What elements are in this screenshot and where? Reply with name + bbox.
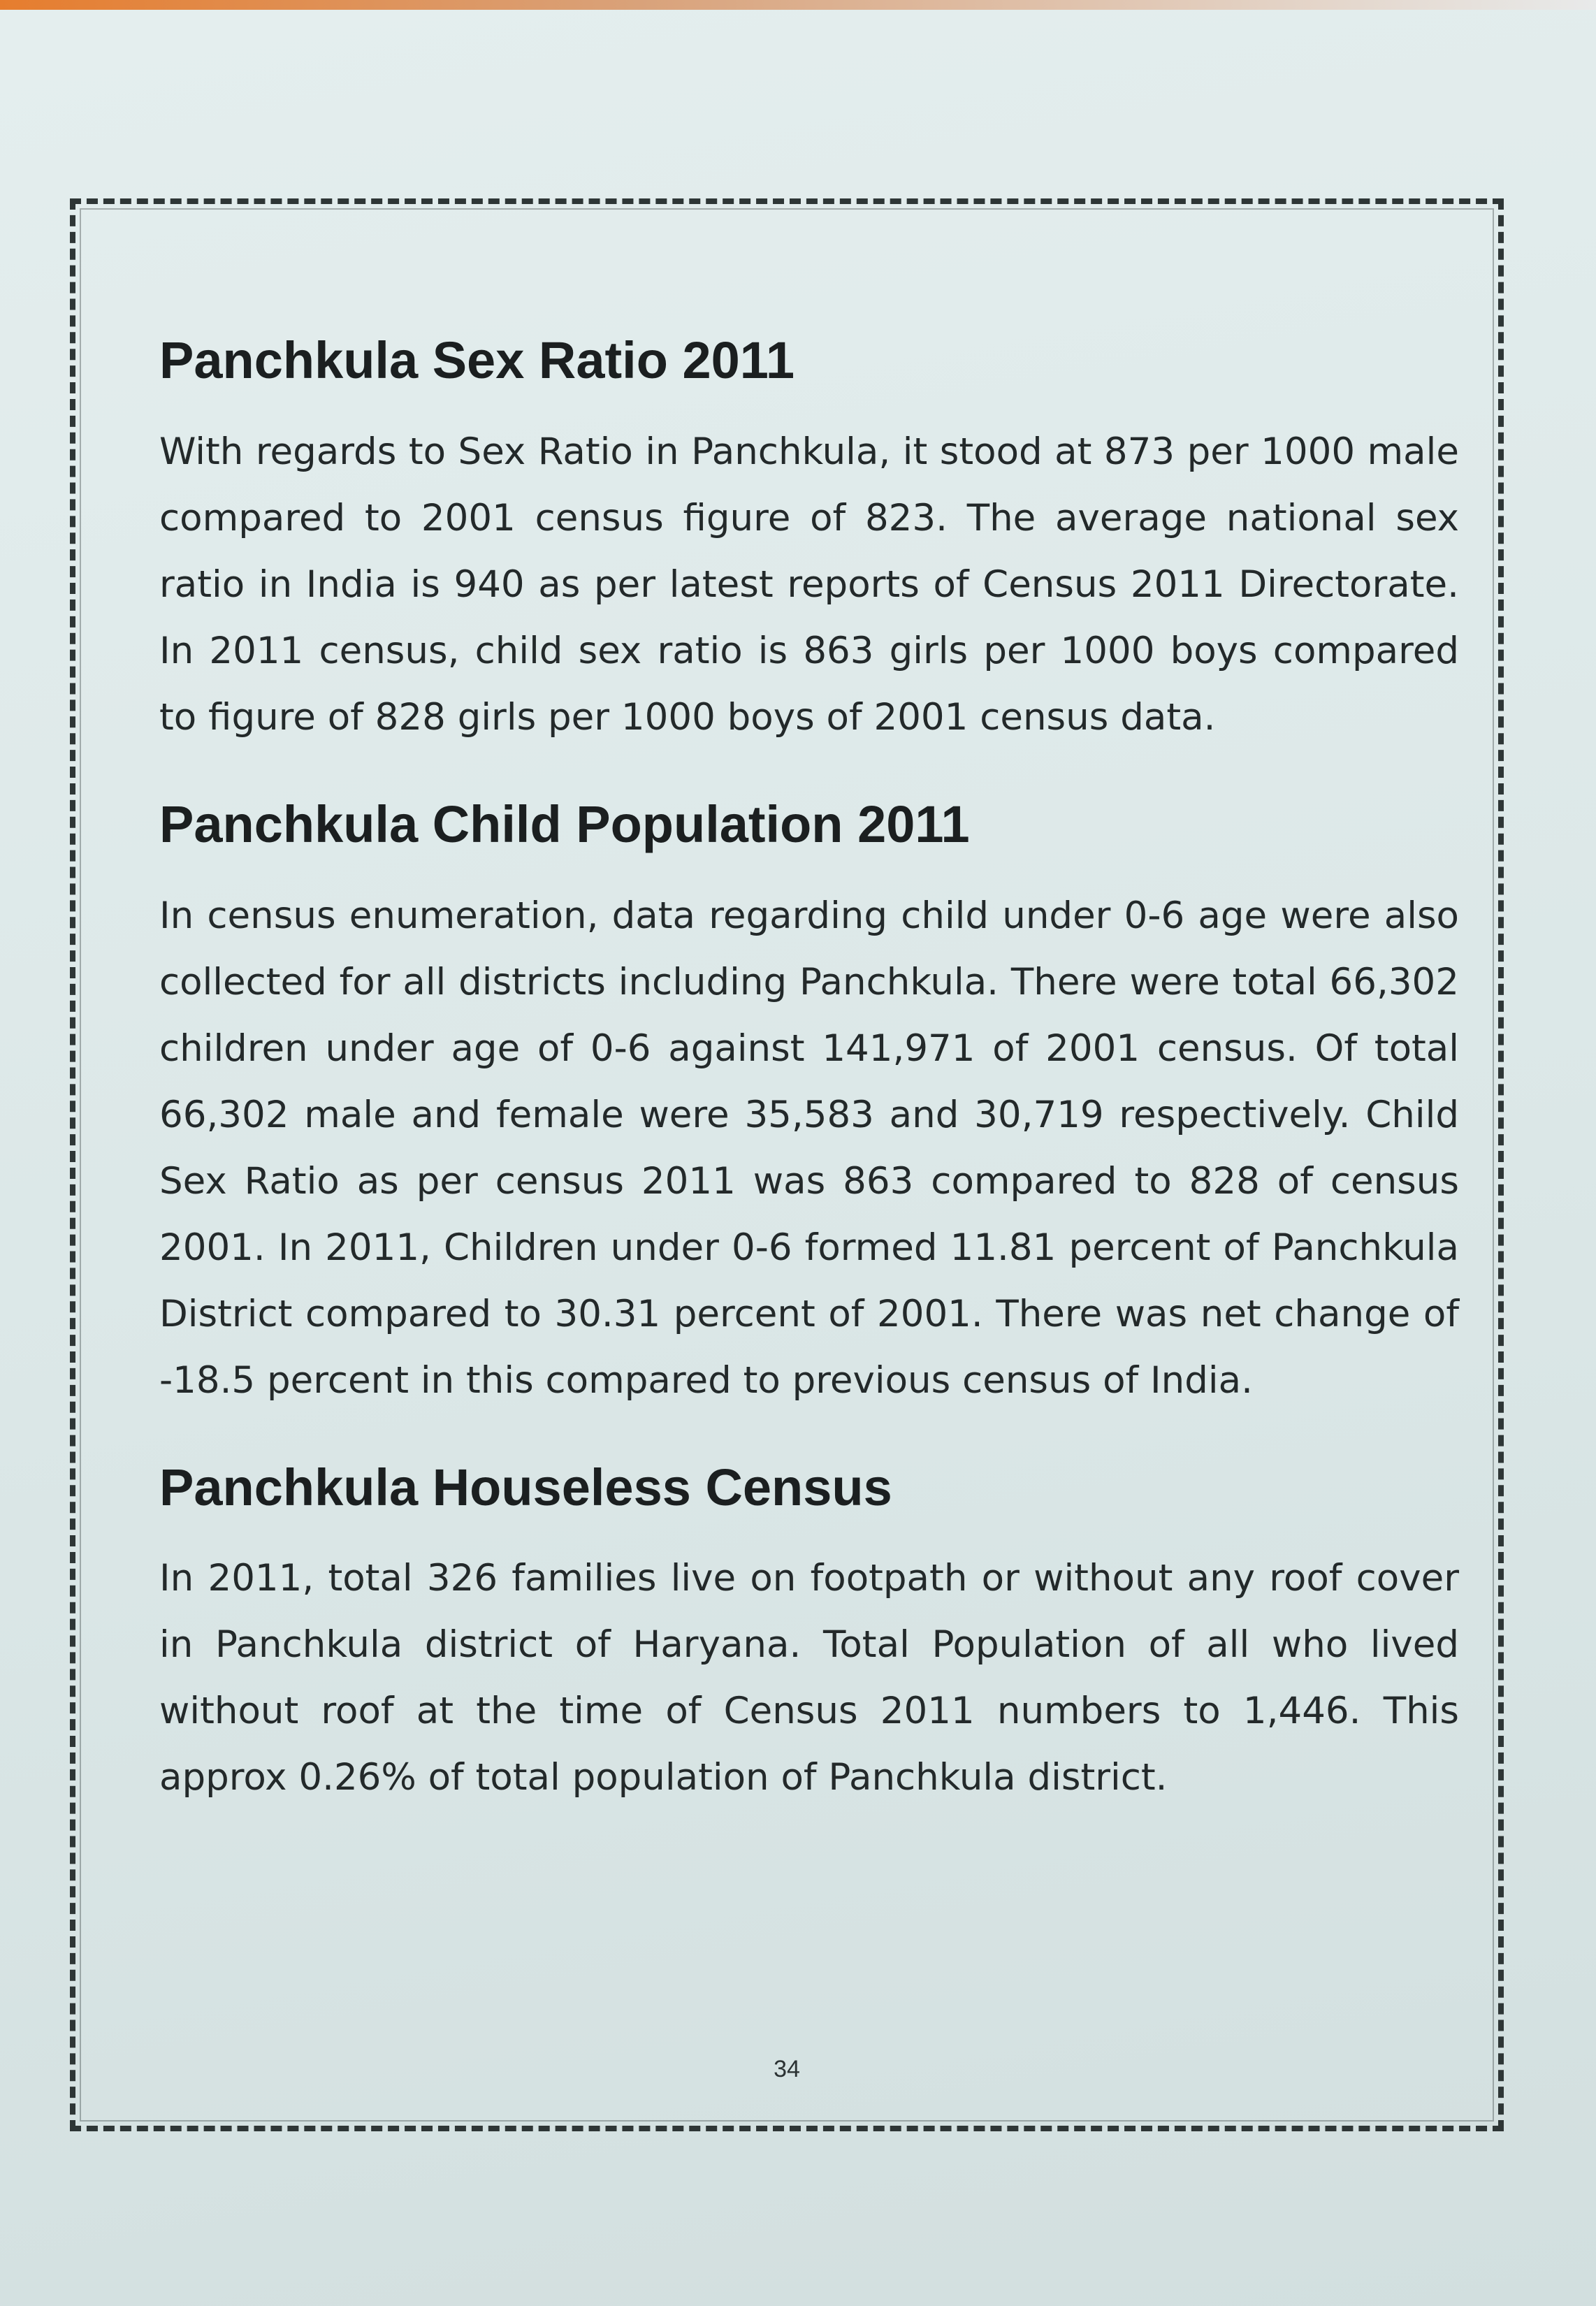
page-number: 34 bbox=[774, 2056, 800, 2082]
section-body-sex-ratio: With regards to Sex Ratio in Panchkula, it stood at 873 per 1000 male compared to 2001 census figure of 823. The average national sex ratio in India is 940 as per latest reports of Census 2011 Directorate. In 2011 census, child sex ratio is 863 girls per 1000 boys compared to figure of 828 girls per 1000 boys of 2001 census data. bbox=[159, 430, 1459, 739]
section-body-houseless-census: In 2011, total 326 families live on footpath or without any roof cover in Panchkula district of Haryana. Total Population of all who lived without roof at the time of Census 2011 numbers to 1,446. This approx 0.26% of total population of Panchkula district. bbox=[159, 1557, 1459, 1799]
page-top-edge bbox=[0, 0, 1596, 10]
page-content bbox=[159, 330, 1459, 1811]
page-border-frame bbox=[70, 198, 1504, 2131]
section-heading-houseless-census: Panchkula Houseless Census bbox=[159, 1458, 892, 1516]
section-body-child-population: In census enumeration, data regarding child under 0-6 age were also collected for all districts including Panchkula. There were total 66,302 children under age of 0-6 against 141,971 of 2001 census. Of total 66,302 male and female were 35,583 and 30,719 respectively. Child Sex Ratio as per census 2011 was 863 compared to 828 of census 2001. In 2011, Children under 0-6 formed 11.81 percent of Panchkula District compared to 30.31 percent of 2001. There was net change of -18.5 percent in this compared to previous census of India. bbox=[159, 894, 1459, 1402]
section-heading-child-population: Panchkula Child Population 2011 bbox=[159, 795, 970, 853]
section-heading-sex-ratio: Panchkula Sex Ratio 2011 bbox=[159, 331, 795, 389]
document-page bbox=[0, 10, 1596, 2306]
